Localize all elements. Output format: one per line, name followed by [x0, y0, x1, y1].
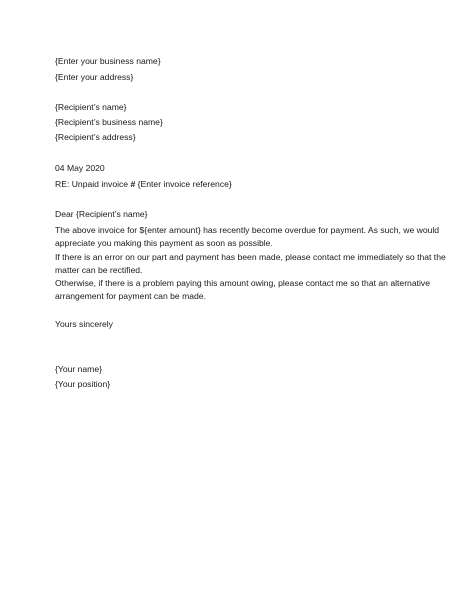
paragraph-3-line-2: arrangement for payment can be made.: [55, 290, 206, 301]
closing: Yours sincerely: [55, 319, 113, 329]
recipient-address: {Recipient’s address}: [55, 132, 136, 142]
recipient-business-name: {Recipient’s business name}: [55, 117, 163, 127]
subject-line: [55, 179, 232, 190]
subject-reference: {Enter invoice reference}: [135, 179, 232, 189]
subject-prefix: RE: Unpaid invoice: [55, 179, 131, 189]
paragraph-2-line-1: If there is an error on our part and payment has been made, please contact me immediately so that the: [55, 252, 446, 262]
body-paragraph-2: [55, 251, 446, 276]
sender-business-name: {Enter your business name}: [55, 56, 161, 66]
signature-position: {Your position}: [55, 379, 111, 389]
salutation: Dear {Recipient’s name}: [55, 209, 148, 219]
recipient-name: {Recipient’s name}: [55, 102, 127, 112]
paragraph-1-line-1: The above invoice for ${enter amount} has recently become overdue for payment. As such, we would: [55, 225, 440, 235]
body-paragraph-3: [55, 277, 430, 302]
letter-date: 04 May 2020: [55, 163, 105, 173]
body-paragraph-1: [55, 224, 440, 249]
signature-name: {Your name}: [55, 364, 102, 374]
paragraph-3-line-1: Otherwise, if there is a problem paying this amount owing, please contact me so that an alternative: [55, 278, 430, 288]
paragraph-2-line-2: matter can be rectified.: [55, 264, 143, 275]
paragraph-1-line-2: appreciate you making this payment as soon as possible.: [55, 237, 273, 248]
sender-address: {Enter your address}: [55, 72, 134, 82]
subject-hash: #: [130, 179, 136, 189]
